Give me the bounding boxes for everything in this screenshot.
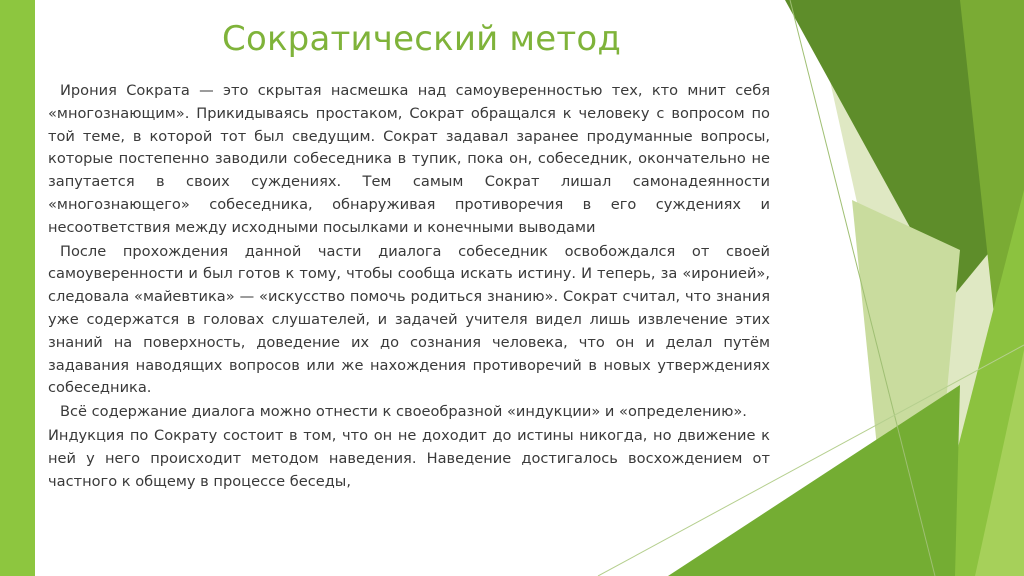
- slide-title: Сократический метод: [222, 19, 622, 59]
- paragraph-irony: Ирония Сократа — это скрытая насмешка над самоуверенностью тех, кто мнит себя «многознающим». Прикидываясь простаком, Сократ обращался к человеку с вопросом по той теме, в которой тот был сведущим. Сократ задавал заранее продуманные вопросы, которые постепенно заводили собеседника в тупик, пока он, собеседник, окончательно не запутается в своих суждениях. Тем самым Сократ лишал самонадеянности «многознающего» собеседника, обнаруживая противоречия в его суждениях и несоответствия между исходными посылками и конечными выводами: [48, 82, 770, 236]
- left-accent-bar: [0, 0, 35, 576]
- paragraph-induction: Индукция по Сократу состоит в том, что он не доходит до истины никогда, но движение к ней у него происходит методом наведения. Наведение достигалось восхождением от частного к общему в процессе беседы,: [48, 426, 770, 490]
- slide-body: [48, 80, 770, 493]
- paragraph-dialogue-content: Всё содержание диалога можно отнести к своеобразной «индукции» и «определению».: [60, 403, 747, 421]
- paragraph-maieutics: После прохождения данной части диалога собеседник освобождался от своей самоуверенности и был готов к тому, чтобы сообща искать истину. И теперь, за «иронией», следовала «майевтика» — «искусство помочь родиться знанию». Сократ считал, что знания уже содержатся в головах слушателей, и задачей учителя видел лишь извлечение этих знаний на поверхность, доведение их до сознания человека, что он и делал путём задавания наводящих вопросов или же нахождения противоречий в новых утверждениях собеседника.: [48, 242, 770, 397]
